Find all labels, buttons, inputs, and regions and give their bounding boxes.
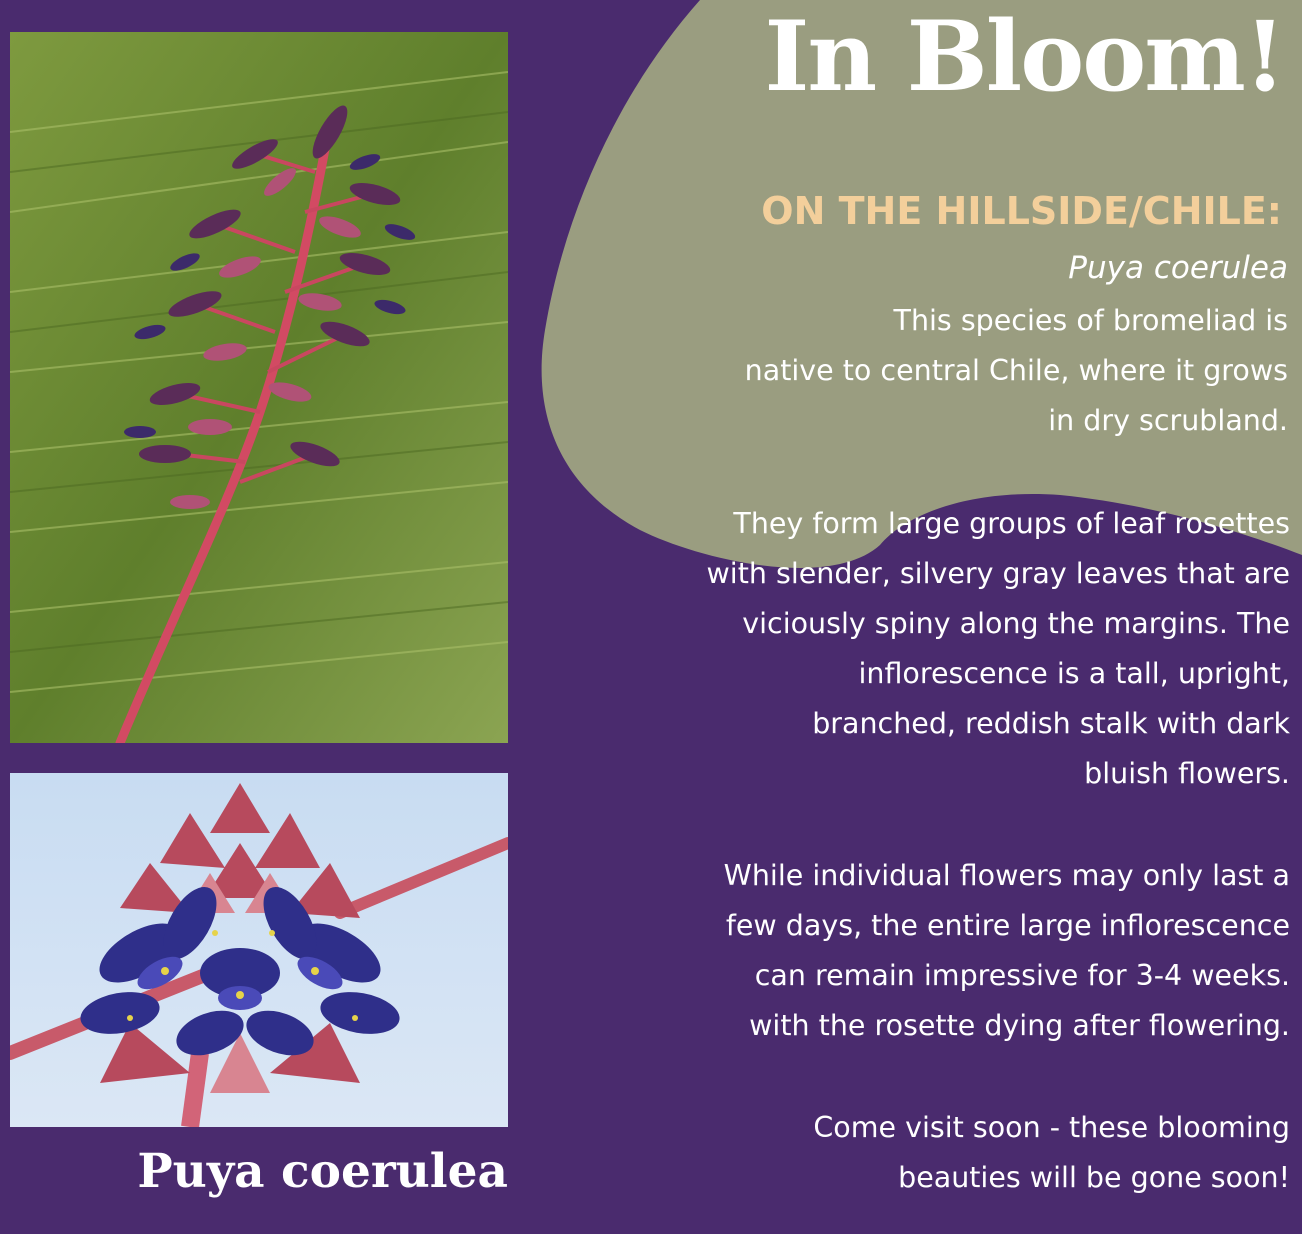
text-line: few days, the entire large inflorescence bbox=[725, 909, 1290, 942]
text-line: in dry scrubland. bbox=[1048, 404, 1288, 437]
text-line: bluish flowers. bbox=[1084, 757, 1290, 790]
description-paragraph-1 bbox=[745, 296, 1288, 446]
flower-spike-photo bbox=[10, 32, 508, 743]
description-paragraph-3 bbox=[724, 851, 1290, 1051]
text-line: viciously spiny along the margins. The bbox=[742, 607, 1290, 640]
description-paragraph-2 bbox=[706, 499, 1290, 799]
text-line: beauties will be gone soon! bbox=[898, 1161, 1290, 1194]
text-line: Come visit soon - these blooming bbox=[813, 1111, 1290, 1144]
text-line: native to central Chile, where it grows bbox=[744, 354, 1288, 387]
text-line: branched, reddish stalk with dark bbox=[812, 707, 1290, 740]
visit-call-to-action bbox=[813, 1103, 1290, 1203]
text-line: inflorescence is a tall, upright, bbox=[858, 657, 1290, 690]
flower-closeup-photo bbox=[10, 773, 508, 1127]
text-line: This species of bromeliad is bbox=[893, 304, 1288, 337]
text-line: While individual flowers may only last a bbox=[723, 859, 1290, 892]
species-name: Puya coerulea bbox=[1068, 250, 1288, 286]
text-line: can remain impressive for 3-4 weeks. bbox=[754, 959, 1290, 992]
section-heading: ON THE HILLSIDE/CHILE: bbox=[761, 189, 1282, 233]
photo-caption: Puya coerulea bbox=[137, 1144, 508, 1199]
text-line: with slender, silvery gray leaves that are bbox=[706, 557, 1290, 590]
text-line: with the rosette dying after flowering. bbox=[749, 1009, 1290, 1042]
page-title: In Bloom! bbox=[764, 0, 1284, 113]
text-line: They form large groups of leaf rosettes bbox=[733, 507, 1290, 540]
